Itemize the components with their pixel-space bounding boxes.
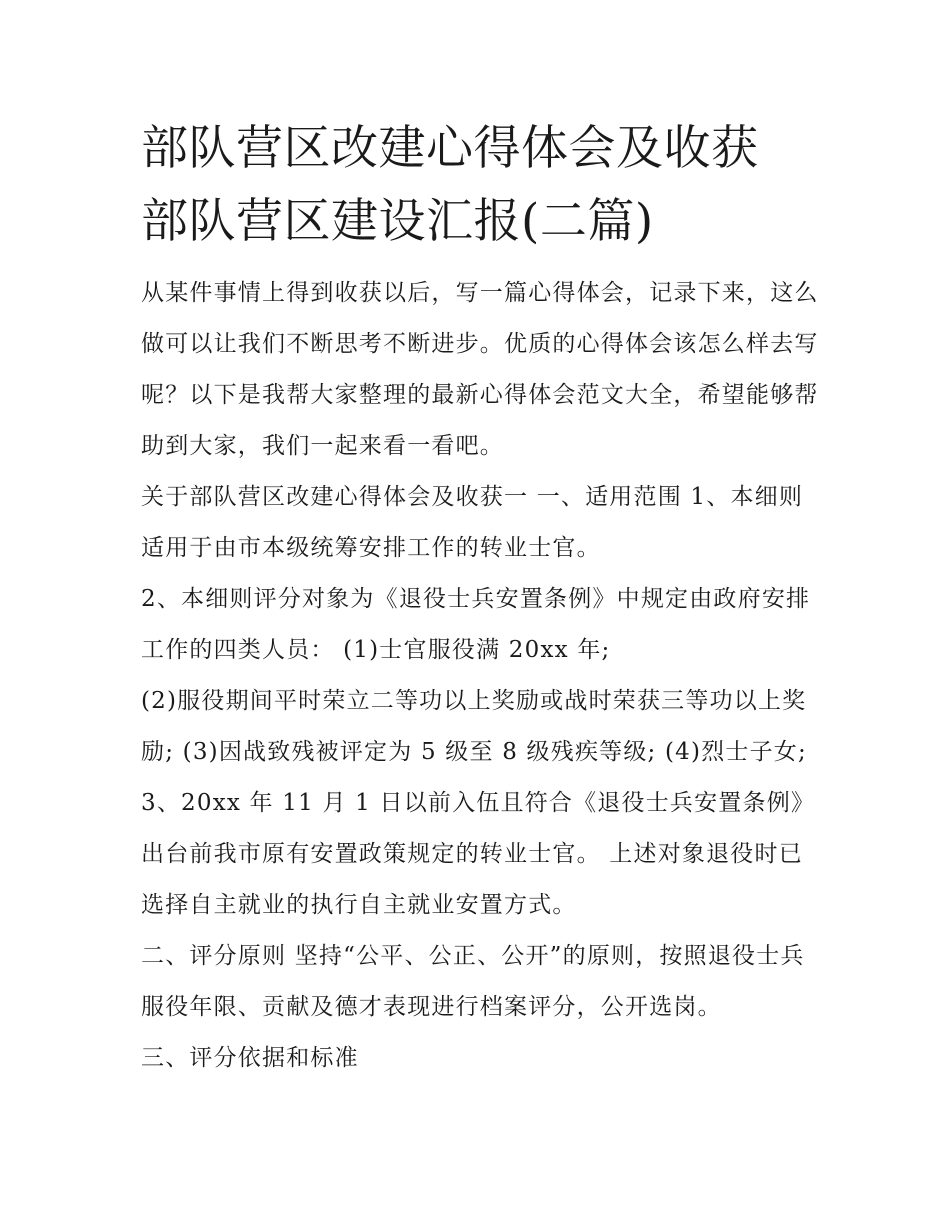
document-content	[141, 112, 821, 1084]
paragraph-intro: 从某件事情上得到收获以后，写一篇心得体会，记录下来，这么做可以让我们不断思考不断进步。优质的心得体会该怎么样去写呢？以下是我帮大家整理的最新心得体会范文大全，希望能够帮助到大家，我们一起来看一看吧。	[141, 280, 819, 459]
paragraph-scope-item-2: 2、本细则评分对象为《退役士兵安置条例》中规定由政府安排工作的四类人员： (1)士官服役满 20xx 年;	[141, 586, 811, 663]
paragraph-scope-item-3: 3、20xx 年 11 月 1 日以前入伍且符合《退役士兵安置条例》出台前我市原有安置政策规定的转业士官。 上述对象退役时已选择自主就业的执行自主就业安置方式。	[141, 790, 816, 918]
title-line-1: 部队营区改建心得体会及收获	[141, 121, 759, 176]
paragraph-principles: 二、评分原则 坚持“公平、公正、公开”的原则，按照退役士兵服役年限、贡献及德才表现进行档案评分，公开选岗。	[141, 943, 805, 1020]
title-line-2: 部队营区建设汇报(二篇)	[141, 194, 654, 249]
document-body	[141, 268, 821, 1084]
paragraph-criteria-heading: 三、评分依据和标准	[141, 1045, 359, 1071]
paragraph-scope: 关于部队营区改建心得体会及收获一 一、适用范围 1、本细则适用于由市本级统筹安排工作的转业士官。	[141, 484, 804, 561]
paragraph-scope-item-2-cont: (2)服役期间平时荣立二等功以上奖励或战时荣获三等功以上奖励; (3)因战致残被评定为 5 级至 8 级残疾等级; (4)烈士子女;	[141, 688, 807, 765]
document-title	[141, 112, 821, 258]
